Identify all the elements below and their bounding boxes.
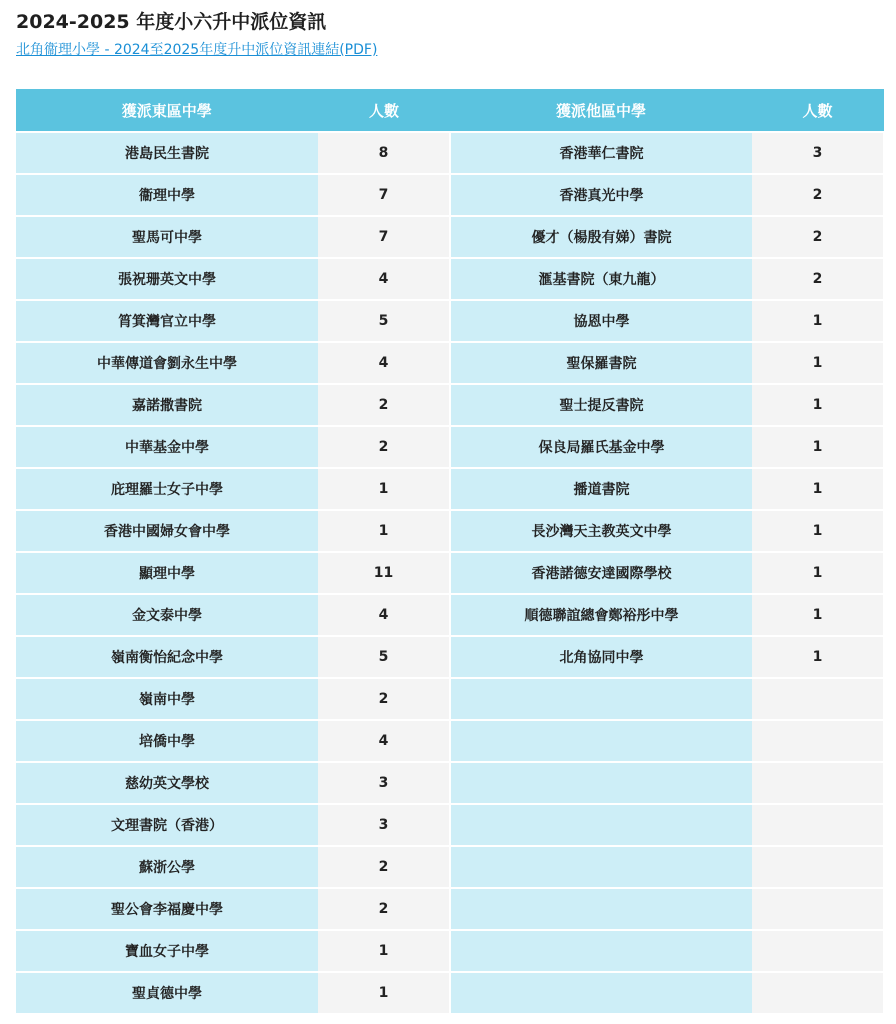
pdf-link[interactable]: 北角衞理小學 - 2024至2025年度升中派位資訊連結(PDF): [16, 42, 378, 58]
other-count-cell: 2: [752, 216, 883, 258]
table-row: [16, 174, 883, 216]
table-row: [16, 972, 883, 1013]
east-school-cell: 中華基金中學: [16, 426, 318, 468]
other-count-cell: 1: [752, 468, 883, 510]
table-body: [16, 132, 883, 1013]
east-school-cell: 中華傳道會劉永生中學: [16, 342, 318, 384]
east-count-cell: 2: [318, 426, 450, 468]
east-school-cell: 寶血女子中學: [16, 930, 318, 972]
east-school-cell: 文理書院（香港）: [16, 804, 318, 846]
other-school-cell: [450, 804, 752, 846]
other-school-cell: [450, 720, 752, 762]
east-count-cell: 2: [318, 384, 450, 426]
other-count-cell: 1: [752, 426, 883, 468]
other-school-cell: 香港諾德安達國際學校: [450, 552, 752, 594]
other-count-cell: 1: [752, 636, 883, 678]
page-title: 2024-2025 年度小六升中派位資訊: [16, 11, 327, 33]
other-school-cell: 聖士提反書院: [450, 384, 752, 426]
east-school-cell: 金文泰中學: [16, 594, 318, 636]
other-count-cell: 1: [752, 384, 883, 426]
table-row: [16, 468, 883, 510]
other-count-cell: [752, 930, 883, 972]
table-row: [16, 762, 883, 804]
other-count-cell: [752, 762, 883, 804]
east-school-cell: 嘉諾撒書院: [16, 384, 318, 426]
east-school-cell: 聖馬可中學: [16, 216, 318, 258]
other-school-cell: 聖保羅書院: [450, 342, 752, 384]
east-school-cell: 香港中國婦女會中學: [16, 510, 318, 552]
east-school-cell: 慈幼英文學校: [16, 762, 318, 804]
other-school-cell: [450, 888, 752, 930]
header-other-count: 人數: [752, 89, 883, 132]
table-row: [16, 552, 883, 594]
other-count-cell: [752, 804, 883, 846]
east-school-cell: 庇理羅士女子中學: [16, 468, 318, 510]
east-school-cell: 聖貞德中學: [16, 972, 318, 1013]
east-school-cell: 衞理中學: [16, 174, 318, 216]
east-count-cell: 3: [318, 804, 450, 846]
other-school-cell: [450, 846, 752, 888]
east-count-cell: 8: [318, 132, 450, 174]
east-count-cell: 4: [318, 720, 450, 762]
allocation-table: [16, 89, 884, 1013]
table-row: [16, 846, 883, 888]
header-other-school: 獲派他區中學: [450, 89, 752, 132]
header-east-school: 獲派東區中學: [16, 89, 318, 132]
east-school-cell: 嶺南衡怡紀念中學: [16, 636, 318, 678]
east-count-cell: 4: [318, 258, 450, 300]
east-school-cell: 筲箕灣官立中學: [16, 300, 318, 342]
east-count-cell: 1: [318, 972, 450, 1013]
east-count-cell: 2: [318, 846, 450, 888]
other-school-cell: 順德聯誼總會鄭裕彤中學: [450, 594, 752, 636]
table-row: [16, 636, 883, 678]
other-count-cell: [752, 846, 883, 888]
other-count-cell: [752, 888, 883, 930]
east-school-cell: 顯理中學: [16, 552, 318, 594]
other-count-cell: 2: [752, 258, 883, 300]
other-count-cell: 1: [752, 342, 883, 384]
other-school-cell: 協恩中學: [450, 300, 752, 342]
table-header-row: [16, 89, 883, 132]
east-count-cell: 3: [318, 762, 450, 804]
table-row: [16, 804, 883, 846]
other-school-cell: 長沙灣天主教英文中學: [450, 510, 752, 552]
east-count-cell: 11: [318, 552, 450, 594]
table-row: [16, 258, 883, 300]
other-school-cell: 播道書院: [450, 468, 752, 510]
other-school-cell: 優才（楊殷有娣）書院: [450, 216, 752, 258]
table-row: [16, 678, 883, 720]
table-row: [16, 384, 883, 426]
other-school-cell: [450, 972, 752, 1013]
east-count-cell: 1: [318, 510, 450, 552]
other-school-cell: 香港華仁書院: [450, 132, 752, 174]
other-school-cell: 北角協同中學: [450, 636, 752, 678]
east-school-cell: 嶺南中學: [16, 678, 318, 720]
table-row: [16, 510, 883, 552]
east-count-cell: 4: [318, 594, 450, 636]
east-school-cell: 聖公會李福慶中學: [16, 888, 318, 930]
other-count-cell: 1: [752, 510, 883, 552]
east-count-cell: 5: [318, 636, 450, 678]
table-row: [16, 426, 883, 468]
east-count-cell: 7: [318, 174, 450, 216]
table-row: [16, 342, 883, 384]
other-school-cell: 保良局羅氏基金中學: [450, 426, 752, 468]
east-count-cell: 5: [318, 300, 450, 342]
table-row: [16, 888, 883, 930]
east-count-cell: 2: [318, 888, 450, 930]
other-school-cell: 滙基書院（東九龍）: [450, 258, 752, 300]
other-count-cell: [752, 678, 883, 720]
other-count-cell: 1: [752, 594, 883, 636]
other-count-cell: 2: [752, 174, 883, 216]
other-count-cell: 1: [752, 552, 883, 594]
east-school-cell: 培僑中學: [16, 720, 318, 762]
table-row: [16, 300, 883, 342]
other-school-cell: [450, 930, 752, 972]
east-count-cell: 1: [318, 930, 450, 972]
other-count-cell: [752, 972, 883, 1013]
header-east-count: 人數: [318, 89, 450, 132]
table-row: [16, 720, 883, 762]
other-count-cell: 1: [752, 300, 883, 342]
other-school-cell: [450, 678, 752, 720]
other-school-cell: [450, 762, 752, 804]
other-count-cell: [752, 720, 883, 762]
east-school-cell: 港島民生書院: [16, 132, 318, 174]
table-row: [16, 594, 883, 636]
other-school-cell: 香港真光中學: [450, 174, 752, 216]
east-school-cell: 張祝珊英文中學: [16, 258, 318, 300]
east-count-cell: 2: [318, 678, 450, 720]
east-school-cell: 蘇浙公學: [16, 846, 318, 888]
table-row: [16, 930, 883, 972]
table-row: [16, 132, 883, 174]
east-count-cell: 7: [318, 216, 450, 258]
east-count-cell: 4: [318, 342, 450, 384]
east-count-cell: 1: [318, 468, 450, 510]
other-count-cell: 3: [752, 132, 883, 174]
table-row: [16, 216, 883, 258]
